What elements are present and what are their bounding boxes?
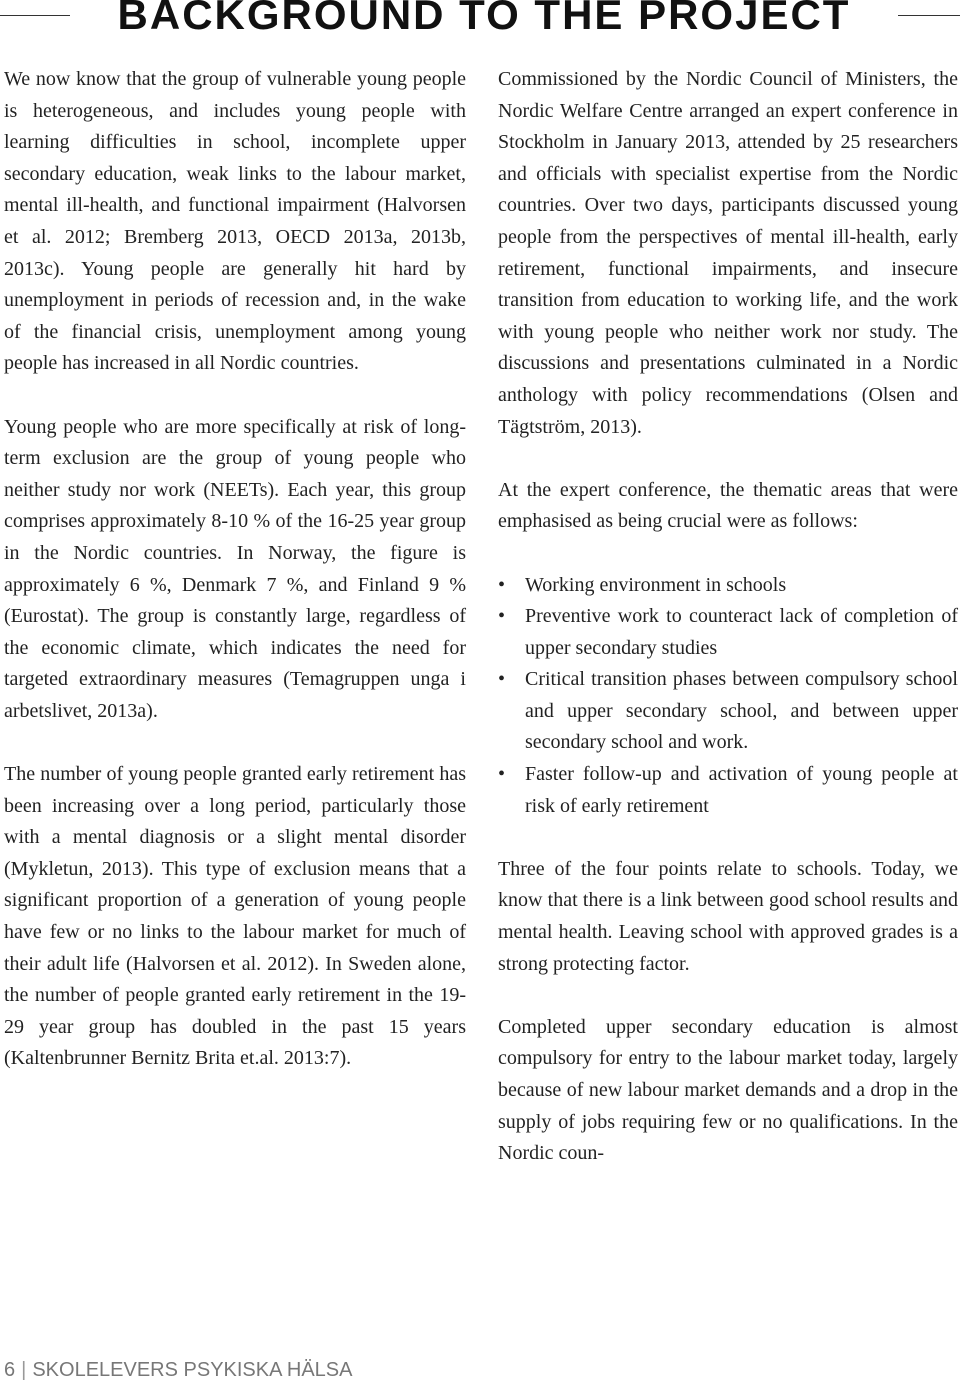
paragraph-vulnerable-groups: We now know that the group of vulnerable young people is heterogeneous, and includes young people with learning difficulties in school, incomplete upper secondary education, weak links to the labour market, mental ill-health, and functional impairment (Halvorsen et al. 2012; Bremberg 2013, OECD 2013a, 2013b, 2013c). Young people are generally hit hard by unemployment in periods of recession and, in the wake of the financial crisis, unemployment among young people has increased in all Nordic countries.	[4, 68, 466, 375]
list-item	[498, 759, 958, 822]
right-column	[498, 64, 958, 1201]
page-footer	[4, 1358, 352, 1382]
list-item-text: Preventive work to counteract lack of completion of upper secondary studies	[525, 605, 958, 659]
list-item	[498, 664, 958, 759]
paragraph-early-retirement: The number of young people granted early retirement has been increasing over a long period, particularly those with a mental diagnosis or a slight mental disorder (Mykletun, 2013). This type of exclusion means that a significant proportion of a generation of young people have few or no links to the labour market for much of their adult life (Halvorsen et al. 2012). In Sweden alone, the number of people granted early retirement in the 19-29 year group has doubled in the past 15 years (Kaltenbrunner Bernitz Brita et.al. 2013:7).	[4, 763, 466, 1070]
header-rule-right	[898, 15, 960, 16]
list-item-text: Critical transition phases between compulsory school and upper secondary school, and between upper secondary school and work.	[525, 668, 958, 754]
header-rule-left	[0, 15, 70, 16]
bullet-icon: •	[498, 573, 506, 596]
paragraph-schools: Three of the four points relate to schools. Today, we know that there is a link between good school results and mental health. Leaving school with approved grades is a strong protecting factor.	[498, 857, 958, 975]
list-item-text: Faster follow-up and activation of young people at risk of early retirement	[525, 763, 958, 817]
page-title: BACKGROUND TO THE PROJECT	[117, 0, 851, 38]
bullet-icon: •	[498, 668, 506, 691]
list-item	[498, 570, 958, 602]
footer-separator: |	[21, 1359, 27, 1381]
list-item-text: Working environment in schools	[525, 573, 787, 596]
paragraph-upper-secondary: Completed upper secondary education is almost compulsory for entry to the labour market today, largely because of new labour market demands and a drop in the supply of jobs requiring few or no qualifications. In the Nordic coun-	[498, 1015, 958, 1165]
publication-title: SKOLELEVERS PSYKISKA HÄLSA	[32, 1359, 353, 1381]
bullet-icon: •	[498, 763, 506, 786]
paragraph-thematic-intro: At the expert conference, the thematic areas that were emphasised as being crucial were as follows:	[498, 478, 958, 533]
paragraph-expert-conference: Commissioned by the Nordic Council of Ministers, the Nordic Welfare Centre arranged an expert conference in Stockholm in January 2013, attended by 25 researchers and officials with specialist expertise from the Nordic countries. Over two days, participants discussed young people from the perspectives of mental ill-health, early retirement, functional impairments, and insecure transition from education to working life, and the work with young people who neither work nor study. The discussions and presentations culminated in a Nordic anthology with policy recommendations (Olsen and Tägtström, 2013).	[498, 68, 958, 438]
page-number: 6	[4, 1359, 16, 1381]
left-column	[4, 64, 466, 1107]
list-item	[498, 601, 958, 664]
page-header	[0, 0, 960, 36]
paragraph-neets: Young people who are more specifically at risk of long-term exclusion are the group of young people who neither study nor work (NEETs). Each year, this group comprises approximately 8-10 % of the 16-25 year group in the Nordic countries. In Norway, the figure is approximately 6 %, Denmark 7 %, and Finland 9 % (Eurostat). The group is constantly large, regardless of the economic climate, which indicates the need for targeted extraordinary measures (Temagruppen unga i arbetslivet, 2013a).	[4, 415, 466, 722]
thematic-areas-list	[498, 570, 958, 823]
bullet-icon: •	[498, 605, 506, 628]
